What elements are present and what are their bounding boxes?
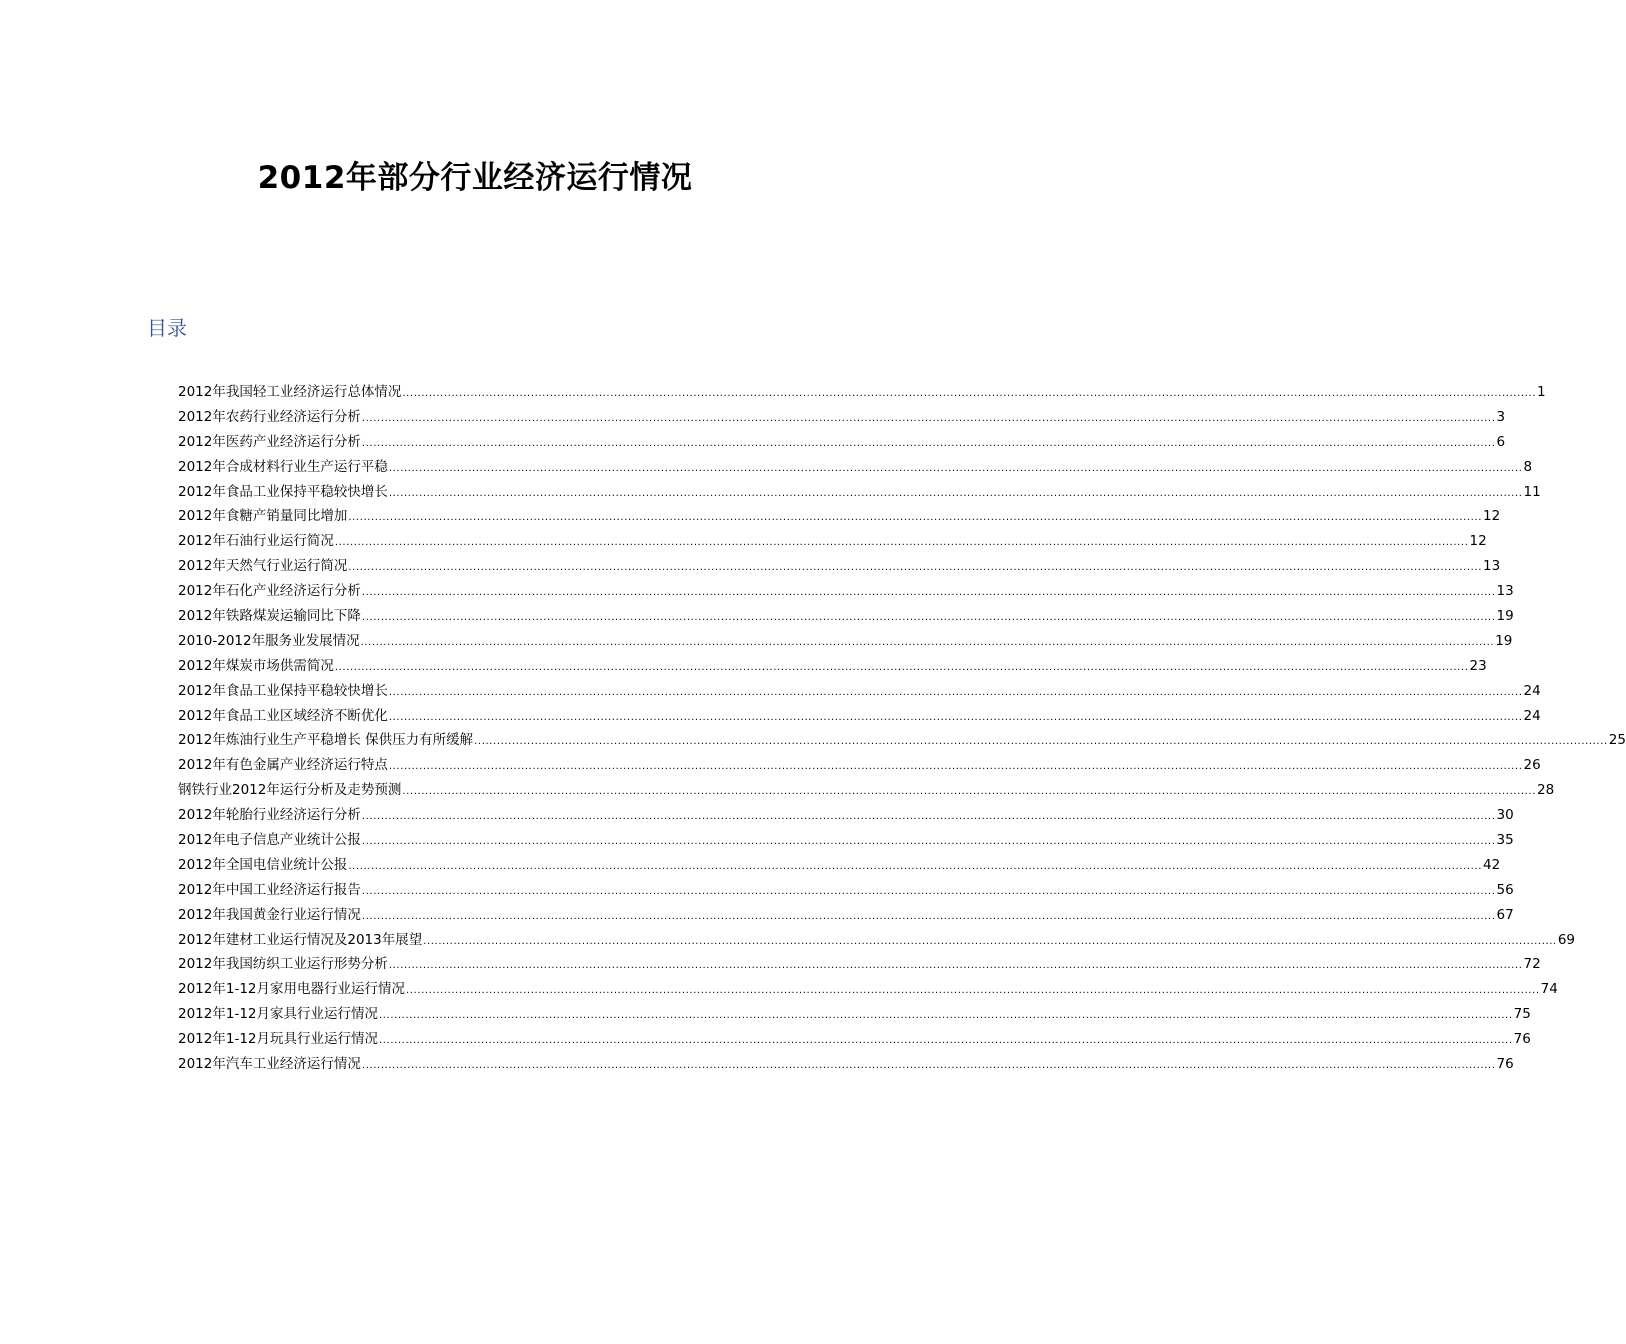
toc-entry-title[interactable]: 2012年食品工业保持平稳较快增长 <box>178 682 388 699</box>
toc-entry-title[interactable]: 2012年合成材料行业生产运行平稳 <box>178 458 388 475</box>
toc-page-number[interactable]: 42 <box>1482 856 1501 873</box>
toc-dot-leader: ............................................................................................................................................................................................................................................................................................................ <box>388 711 1523 723</box>
toc-entry[interactable] <box>178 679 1541 704</box>
toc-entry[interactable] <box>178 1052 1514 1077</box>
toc-dot-leader: ............................................................................................................................................................................................................................................................................................................ <box>361 1060 1496 1072</box>
toc-entry[interactable] <box>178 529 1487 554</box>
toc-entry-title[interactable]: 2012年全国电信业统计公报 <box>178 856 348 873</box>
toc-entry[interactable] <box>178 928 1576 953</box>
toc-dot-leader: ............................................................................................................................................................................................................................................................................................................ <box>402 786 1536 798</box>
toc-page-number[interactable]: 74 <box>1540 981 1558 998</box>
toc-dot-leader: ............................................................................................................................................................................................................................................................................................................ <box>474 736 1608 748</box>
toc-entry-title[interactable]: 2012年石油行业运行简况 <box>178 533 334 550</box>
toc-entry[interactable] <box>178 952 1541 977</box>
toc-entry-title[interactable]: 2012年建材工业运行情况及2013年展望 <box>178 931 423 948</box>
toc-entry-title[interactable]: 2012年1-12月玩具行业运行情况 <box>178 1031 378 1048</box>
toc-entry-title[interactable]: 2012年农药行业经济运行分析 <box>178 408 361 425</box>
toc-entry-title[interactable]: 钢铁行业2012年运行分析及走势预测 <box>178 782 402 799</box>
toc-entry-title[interactable]: 2012年有色金属产业经济运行特点 <box>178 757 388 774</box>
toc-entry[interactable] <box>178 380 1546 405</box>
toc-heading: 目录 <box>147 316 187 340</box>
toc-page-number[interactable]: 11 <box>1523 483 1541 500</box>
toc-entry-title[interactable]: 2012年食品工业保持平稳较快增长 <box>178 483 388 500</box>
toc-dot-leader: ............................................................................................................................................................................................................................................................................................................ <box>388 487 1523 499</box>
toc-entry[interactable] <box>178 753 1541 778</box>
toc-dot-leader: ............................................................................................................................................................................................................................................................................................................ <box>361 836 1496 848</box>
toc-entry-title[interactable]: 2012年食品工业区域经济不断优化 <box>178 707 388 724</box>
toc-entry[interactable] <box>178 728 1626 753</box>
toc-entry-title[interactable]: 2012年天然气行业运行简况 <box>178 558 348 575</box>
toc-page-number[interactable]: 12 <box>1482 508 1501 525</box>
toc-entry[interactable] <box>178 480 1541 505</box>
toc-dot-leader: ............................................................................................................................................................................................................................................................................................................ <box>361 811 1496 823</box>
toc-page-number[interactable]: 24 <box>1523 707 1541 724</box>
toc-entry-title[interactable]: 2012年我国轻工业经济运行总体情况 <box>178 384 402 400</box>
toc-entry[interactable] <box>178 654 1487 679</box>
toc-entry-title[interactable]: 2012年我国黄金行业运行情况 <box>178 906 361 923</box>
toc-entry-title[interactable]: 2012年我国纺织工业运行形势分析 <box>178 956 388 973</box>
toc-page-number[interactable]: 6 <box>1496 433 1506 450</box>
toc-entry-title[interactable]: 2012年煤炭市场供需简况 <box>178 657 334 674</box>
toc-dot-leader: ............................................................................................................................................................................................................................................................................................................ <box>361 612 1496 624</box>
toc-page-number[interactable]: 24 <box>1523 682 1541 699</box>
document-title: 2012年部分行业经济运行情况 <box>257 160 693 196</box>
toc-entry-title[interactable]: 2012年铁路煤炭运输同比下降 <box>178 608 361 625</box>
toc-entry[interactable] <box>178 1027 1531 1052</box>
toc-page-number[interactable]: 3 <box>1496 408 1506 425</box>
toc-page-number[interactable]: 35 <box>1496 832 1514 849</box>
toc-dot-leader: ............................................................................................................................................................................................................................................................................................................ <box>361 885 1496 897</box>
toc-dot-leader: ............................................................................................................................................................................................................................................................................................................ <box>361 910 1496 922</box>
toc-page-number[interactable]: 26 <box>1523 757 1541 774</box>
toc-dot-leader: ............................................................................................................................................................................................................................................................................................................ <box>388 686 1523 698</box>
toc-dot-leader: ............................................................................................................................................................................................................................................................................................................ <box>348 860 1482 872</box>
toc-dot-leader: ............................................................................................................................................................................................................................................................................................................ <box>334 661 1469 673</box>
toc-dot-leader: ............................................................................................................................................................................................................................................................................................................ <box>388 761 1523 773</box>
toc-dot-leader: ............................................................................................................................................................................................................................................................................................................ <box>360 636 1495 648</box>
toc-dot-leader: ............................................................................................................................................................................................................................................................................................................ <box>361 587 1496 599</box>
toc-page-number[interactable]: 1 <box>1536 384 1546 400</box>
toc-dot-leader: ............................................................................................................................................................................................................................................................................................................ <box>402 388 1536 399</box>
toc-entry[interactable] <box>178 903 1514 928</box>
toc-dot-leader: ............................................................................................................................................................................................................................................................................................................ <box>361 437 1496 449</box>
toc-page-number[interactable]: 19 <box>1495 632 1513 649</box>
toc-dot-leader: ............................................................................................................................................................................................................................................................................................................ <box>388 960 1523 972</box>
toc-entry[interactable] <box>178 1002 1531 1027</box>
toc-entry[interactable] <box>178 778 1555 803</box>
toc-entry-title[interactable]: 2012年1-12月家用电器行业运行情况 <box>178 981 405 998</box>
toc-page-number[interactable]: 13 <box>1496 583 1514 600</box>
toc-entry[interactable] <box>178 853 1501 878</box>
toc-entry-title[interactable]: 2012年石化产业经济运行分析 <box>178 583 361 600</box>
toc-entry[interactable] <box>178 455 1533 480</box>
toc-dot-leader: ............................................................................................................................................................................................................................................................................................................ <box>379 1010 1513 1022</box>
toc-entry[interactable] <box>178 405 1506 430</box>
toc-entry-title[interactable]: 2010-2012年服务业发展情况 <box>178 632 360 649</box>
toc-entry-title[interactable]: 2012年轮胎行业经济运行分析 <box>178 807 361 824</box>
toc-entry[interactable] <box>178 504 1501 529</box>
toc-entry-title[interactable]: 2012年1-12月家具行业运行情况 <box>178 1006 378 1023</box>
toc-entry-title[interactable]: 2012年电子信息产业统计公报 <box>178 832 361 849</box>
toc-page-number[interactable]: 76 <box>1513 1031 1531 1048</box>
toc-page-number[interactable]: 12 <box>1469 533 1487 550</box>
toc-dot-leader: ............................................................................................................................................................................................................................................................................................................ <box>348 512 1482 524</box>
toc-entry[interactable] <box>178 430 1506 455</box>
toc-page-number[interactable]: 13 <box>1482 558 1501 575</box>
toc-dot-leader: ............................................................................................................................................................................................................................................................................................................ <box>361 412 1496 424</box>
toc-page-number[interactable]: 23 <box>1469 657 1487 674</box>
toc-entry-title[interactable]: 2012年炼油行业生产平稳增长 保供压力有所缓解 <box>178 732 474 749</box>
toc-entry[interactable] <box>178 554 1501 579</box>
toc-page-number[interactable]: 72 <box>1523 956 1541 973</box>
toc-entry[interactable] <box>178 629 1513 654</box>
toc-dot-leader: ............................................................................................................................................................................................................................................................................................................ <box>406 985 1540 997</box>
toc-page-number[interactable]: 75 <box>1513 1006 1531 1023</box>
toc-entry-title[interactable]: 2012年医药产业经济运行分析 <box>178 433 361 450</box>
toc-entry[interactable] <box>178 977 1558 1002</box>
table-of-contents <box>178 380 1626 1077</box>
toc-entry[interactable] <box>178 604 1514 629</box>
toc-entry[interactable] <box>178 803 1514 828</box>
toc-entry[interactable] <box>178 878 1514 903</box>
toc-page-number[interactable]: 30 <box>1496 807 1514 824</box>
toc-dot-leader: ............................................................................................................................................................................................................................................................................................................ <box>388 462 1523 474</box>
toc-page-number[interactable]: 25 <box>1608 732 1626 749</box>
toc-page-number[interactable]: 76 <box>1496 1056 1514 1073</box>
toc-entry-title[interactable]: 2012年食糖产销量同比增加 <box>178 508 348 525</box>
toc-dot-leader: ............................................................................................................................................................................................................................................................................................................ <box>334 537 1469 549</box>
toc-entry-title[interactable]: 2012年汽车工业经济运行情况 <box>178 1056 361 1073</box>
toc-page-number[interactable]: 28 <box>1536 782 1555 799</box>
toc-page-number[interactable]: 19 <box>1496 608 1514 625</box>
toc-entry[interactable] <box>178 704 1541 729</box>
toc-page-number[interactable]: 56 <box>1496 881 1514 898</box>
toc-page-number[interactable]: 67 <box>1496 906 1514 923</box>
toc-page-number[interactable]: 69 <box>1557 931 1576 948</box>
toc-entry[interactable] <box>178 828 1514 853</box>
toc-dot-leader: ............................................................................................................................................................................................................................................................................................................ <box>423 935 1557 947</box>
toc-dot-leader: ............................................................................................................................................................................................................................................................................................................ <box>348 562 1482 574</box>
toc-entry[interactable] <box>178 579 1514 604</box>
toc-dot-leader: ............................................................................................................................................................................................................................................................................................................ <box>379 1035 1513 1047</box>
toc-entry-title[interactable]: 2012年中国工业经济运行报告 <box>178 881 361 898</box>
toc-page-number[interactable]: 8 <box>1523 458 1533 475</box>
